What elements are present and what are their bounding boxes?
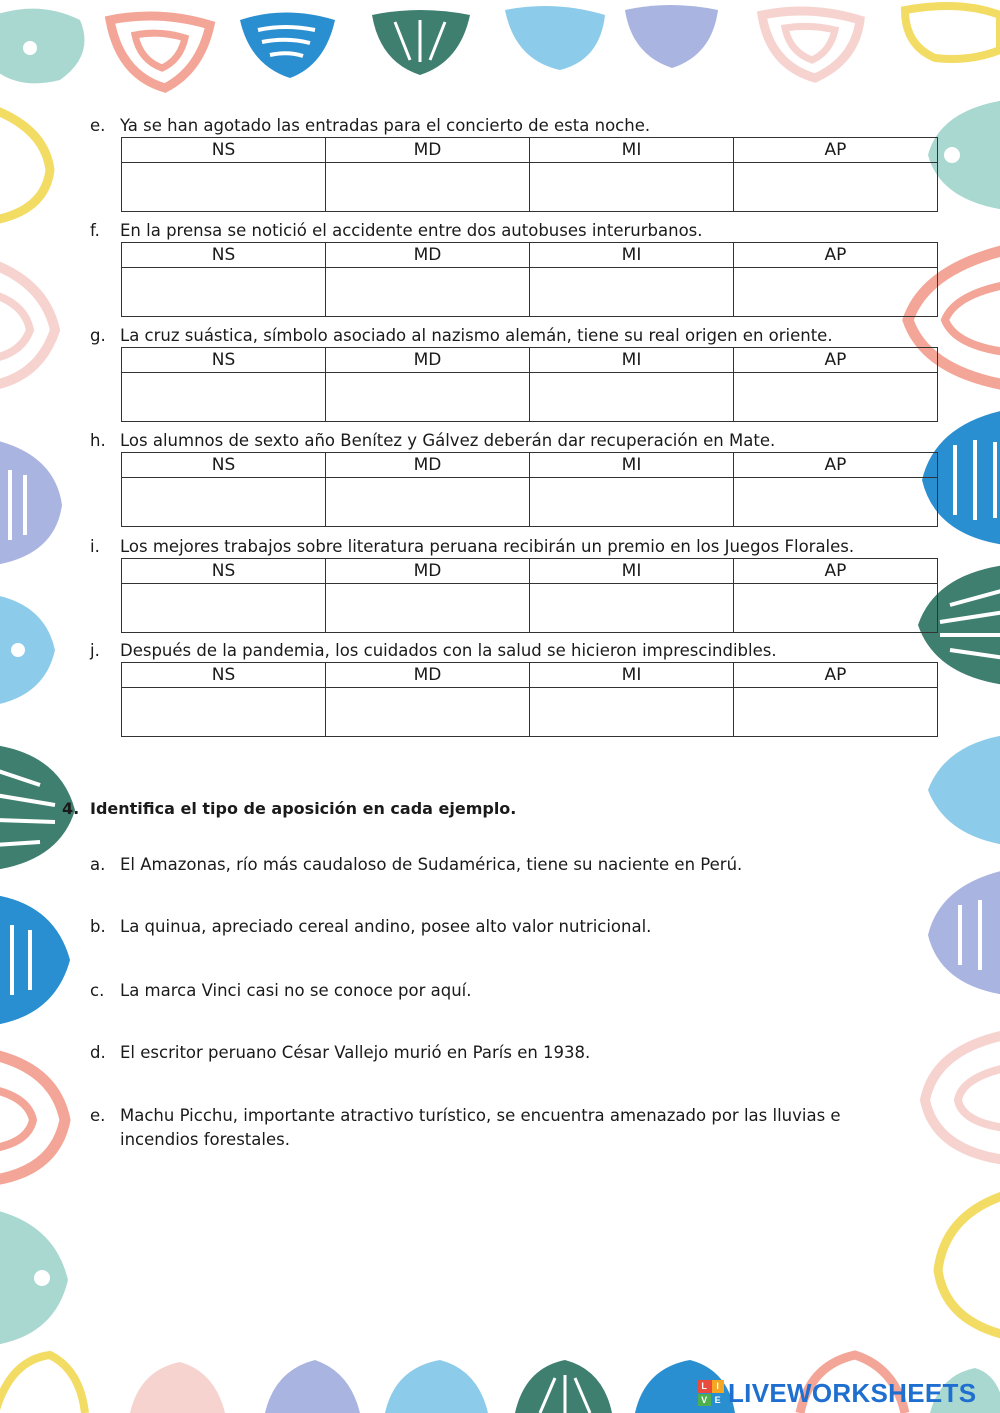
example-letter: e. (90, 1106, 106, 1125)
column-header-ns: NS (122, 559, 326, 584)
answer-input-ns[interactable] (122, 268, 325, 316)
example-letter: b. (90, 917, 106, 936)
liveworksheets-brand[interactable] (698, 1376, 976, 1410)
logo-letter: L (698, 1380, 711, 1393)
item-question (90, 220, 940, 242)
item-question (90, 640, 940, 662)
logo-letter: E (712, 1394, 725, 1407)
logo-letter: V (698, 1394, 711, 1407)
column-header-ns: NS (122, 453, 326, 478)
item-text: En la prensa se notició el accidente entre dos autobuses interurbanos. (120, 221, 703, 240)
answer-input-mi[interactable] (530, 478, 733, 526)
column-header-ns: NS (122, 663, 326, 688)
logo-letter: I (712, 1380, 725, 1393)
item-text: La cruz suástica, símbolo asociado al nazismo alemán, tiene su real origen en oriente. (120, 326, 833, 345)
column-header-mi: MI (530, 348, 734, 373)
answer-input-md[interactable] (326, 163, 529, 211)
column-header-ap: AP (734, 453, 938, 478)
example-c (90, 979, 930, 1003)
answer-input-mi[interactable] (530, 268, 733, 316)
column-header-ap: AP (734, 243, 938, 268)
item-question (90, 115, 940, 137)
answer-table (121, 347, 938, 422)
example-text: La marca Vinci casi no se conoce por aquí. (120, 981, 472, 1000)
answer-input-md[interactable] (326, 478, 529, 526)
answer-input-mi[interactable] (530, 584, 733, 632)
answer-input-ns[interactable] (122, 688, 325, 736)
example-b (90, 915, 930, 939)
column-header-md: MD (326, 348, 530, 373)
column-header-md: MD (326, 243, 530, 268)
example-text: El Amazonas, río más caudaloso de Sudamérica, tiene su naciente en Perú. (120, 855, 743, 874)
answer-table (121, 662, 938, 737)
example-letter: c. (90, 981, 105, 1000)
answer-input-ap[interactable] (734, 268, 937, 316)
answer-table (121, 558, 938, 633)
column-header-mi: MI (530, 243, 734, 268)
answer-input-mi[interactable] (530, 163, 733, 211)
section-4-title (62, 799, 516, 818)
answer-input-md[interactable] (326, 373, 529, 421)
item-question (90, 325, 940, 347)
answer-input-ap[interactable] (734, 688, 937, 736)
example-text: Machu Picchu, importante atractivo turístico, se encuentra amenazado por las lluvias e incendios forestales. (120, 1106, 841, 1149)
item-letter: g. (90, 326, 106, 345)
answer-input-ap[interactable] (734, 478, 937, 526)
example-d (90, 1041, 930, 1065)
item-letter: h. (90, 431, 106, 450)
answer-input-ap[interactable] (734, 373, 937, 421)
item-text: Ya se han agotado las entradas para el concierto de esta noche. (120, 116, 651, 135)
column-header-mi: MI (530, 663, 734, 688)
example-letter: a. (90, 855, 106, 874)
answer-input-ap[interactable] (734, 584, 937, 632)
item-text: Los mejores trabajos sobre literatura peruana recibirán un premio en los Juegos Florales. (120, 537, 855, 556)
item-text: Los alumnos de sexto año Benítez y Gálvez deberán dar recuperación en Mate. (120, 431, 776, 450)
column-header-mi: MI (530, 453, 734, 478)
column-header-mi: MI (530, 559, 734, 584)
item-h (90, 430, 940, 527)
brand-name: LIVEWORKSHEETS (728, 1377, 977, 1408)
item-letter: e. (90, 116, 106, 135)
column-header-md: MD (326, 559, 530, 584)
column-header-ap: AP (734, 348, 938, 373)
column-header-ap: AP (734, 663, 938, 688)
section-number: 4. (62, 799, 80, 818)
answer-input-mi[interactable] (530, 688, 733, 736)
liveworksheets-logo-icon (698, 1380, 724, 1406)
answer-input-mi[interactable] (530, 373, 733, 421)
item-f (90, 220, 940, 317)
item-question (90, 536, 940, 558)
answer-input-md[interactable] (326, 688, 529, 736)
answer-table (121, 242, 938, 317)
answer-input-ns[interactable] (122, 163, 325, 211)
answer-input-ns[interactable] (122, 373, 325, 421)
column-header-md: MD (326, 453, 530, 478)
item-question (90, 430, 940, 452)
example-a (90, 853, 930, 877)
item-letter: i. (90, 537, 100, 556)
column-header-md: MD (326, 138, 530, 163)
answer-input-ns[interactable] (122, 584, 325, 632)
item-letter: j. (90, 641, 100, 660)
section-title-text: Identifica el tipo de aposición en cada ejemplo. (90, 799, 517, 818)
answer-table (121, 137, 938, 212)
column-header-ns: NS (122, 243, 326, 268)
answer-input-ns[interactable] (122, 478, 325, 526)
column-header-md: MD (326, 663, 530, 688)
item-i (90, 536, 940, 633)
item-e (90, 115, 940, 212)
item-g (90, 325, 940, 422)
example-text: El escritor peruano César Vallejo murió en París en 1938. (120, 1043, 591, 1062)
item-letter: f. (90, 221, 100, 240)
column-header-ap: AP (734, 559, 938, 584)
answer-table (121, 452, 938, 527)
column-header-ns: NS (122, 348, 326, 373)
answer-input-ap[interactable] (734, 163, 937, 211)
answer-input-md[interactable] (326, 268, 529, 316)
example-e (90, 1104, 930, 1152)
item-j (90, 640, 940, 737)
item-text: Después de la pandemia, los cuidados con la salud se hicieron imprescindibles. (120, 641, 777, 660)
column-header-mi: MI (530, 138, 734, 163)
example-letter: d. (90, 1043, 106, 1062)
column-header-ap: AP (734, 138, 938, 163)
answer-input-md[interactable] (326, 584, 529, 632)
column-header-ns: NS (122, 138, 326, 163)
example-text: La quinua, apreciado cereal andino, posee alto valor nutricional. (120, 917, 652, 936)
